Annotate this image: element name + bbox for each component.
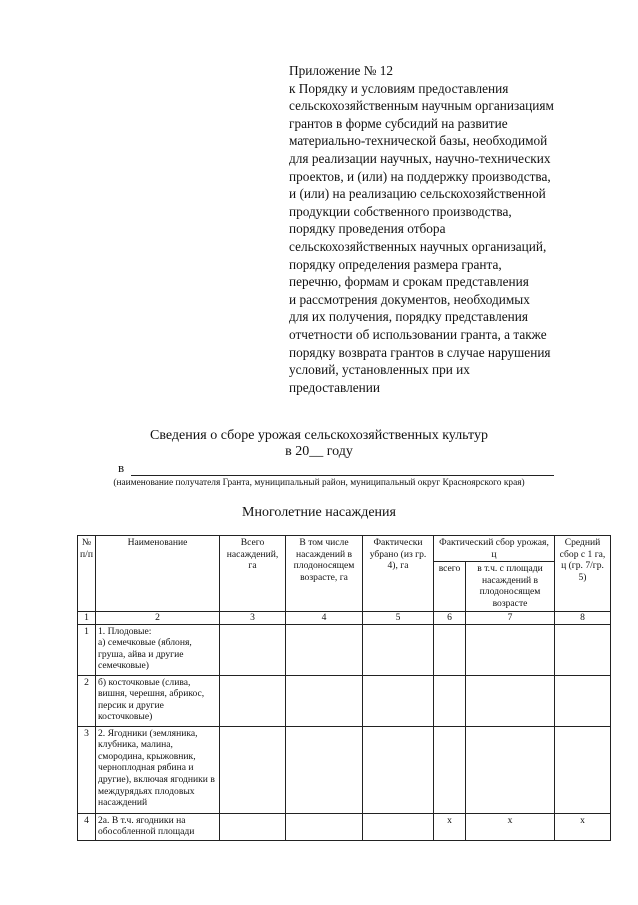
cell-harvested <box>363 813 434 840</box>
column-number: 6 <box>434 611 466 624</box>
appendix-line: проектов, и (или) на поддержку производства, <box>289 168 551 184</box>
appendix-line: материально-технической базы, необходимой <box>289 133 548 149</box>
appendix-line: перечню, формам и срокам представления <box>289 274 529 290</box>
row-name: 2. Ягодники (земляника, клубника, малина, смородина, крыжовник, черноплодная рябина и другие), включая ягодники в междурядьях плодовых насаждений <box>96 726 220 813</box>
table-row <box>78 675 611 726</box>
cell-avg-yield <box>555 624 611 675</box>
row-name: 2а. В т.ч. ягодники на обособленной площади <box>96 813 220 840</box>
appendix-line: порядку возврата грантов в случае нарушения <box>289 344 551 360</box>
header-total-area: Всего насаждений, га <box>220 536 286 612</box>
appendix-line: сельскохозяйственных научных организаций, <box>289 238 547 254</box>
cell-fruiting-area <box>286 624 363 675</box>
row-num: 1 <box>78 624 96 675</box>
column-number: 2 <box>96 611 220 624</box>
cell-harvested <box>363 624 434 675</box>
section-subtitle: Многолетние насаждения <box>242 505 396 520</box>
cell-actual-total <box>434 624 466 675</box>
appendix-line: для реализации научных, научно-технических <box>289 150 551 166</box>
header-fruiting-area: В том числе насаждений в плодоносящем возрасте, га <box>286 536 363 612</box>
header-name: Наименование <box>96 536 220 612</box>
appendix-line: отчетности об использовании гранта, а также <box>289 326 547 342</box>
table-row <box>78 624 611 675</box>
cell-actual-total <box>434 675 466 726</box>
cell-total-area <box>220 813 286 840</box>
cell-actual-fruiting <box>466 726 555 813</box>
recipient-blank-line <box>131 475 554 476</box>
cell-actual-total <box>434 726 466 813</box>
appendix-line: порядку проведения отбора <box>289 221 446 237</box>
cell-actual-total: х <box>434 813 466 840</box>
cell-harvested <box>363 675 434 726</box>
cell-total-area <box>220 624 286 675</box>
cell-actual-fruiting: х <box>466 813 555 840</box>
header-row-1 <box>78 536 611 562</box>
cell-actual-fruiting <box>466 624 555 675</box>
row-num: 3 <box>78 726 96 813</box>
appendix-line: продукции собственного производства, <box>289 203 512 219</box>
column-numbers-row <box>78 611 611 624</box>
appendix-line: и рассмотрения документов, необходимых <box>289 291 530 307</box>
appendix-line: сельскохозяйственным научным организациям <box>289 98 554 114</box>
appendix-line: предоставлении <box>289 379 381 395</box>
appendix-line: порядку определения размера гранта, <box>289 256 502 272</box>
cell-fruiting-area <box>286 726 363 813</box>
column-number: 4 <box>286 611 363 624</box>
cell-total-area <box>220 726 286 813</box>
table-row <box>78 726 611 813</box>
appendix-line: и (или) на реализацию сельскохозяйственной <box>289 186 546 202</box>
appendix-line: Приложение № 12 <box>289 63 393 78</box>
recipient-prefix: в <box>118 460 125 475</box>
cell-actual-fruiting <box>466 675 555 726</box>
cell-fruiting-area <box>286 813 363 840</box>
row-num: 2 <box>78 675 96 726</box>
column-number: 8 <box>555 611 611 624</box>
harvest-table <box>77 535 611 841</box>
column-number: 7 <box>466 611 555 624</box>
cell-fruiting-area <box>286 675 363 726</box>
appendix-block <box>289 62 619 396</box>
document-year: в 20__ году <box>285 444 353 459</box>
appendix-line: условий, установленных при их <box>289 362 470 378</box>
appendix-line: грантов в форме субсидий на развитие <box>289 115 508 131</box>
header-num: № п/п <box>78 536 96 612</box>
column-number: 1 <box>78 611 96 624</box>
table-row <box>78 813 611 840</box>
cell-avg-yield: х <box>555 813 611 840</box>
row-num: 4 <box>78 813 96 840</box>
header-actual-group: Фактический сбор урожая, ц <box>434 536 555 562</box>
header-actual-total: всего <box>434 562 466 611</box>
header-avg-yield: Средний сбор с 1 га, ц (гр. 7/гр. 5) <box>555 536 611 612</box>
column-number: 3 <box>220 611 286 624</box>
cell-total-area <box>220 675 286 726</box>
row-name: б) косточковые (слива, вишня, черешня, абрикос, персик и другие косточковые) <box>96 675 220 726</box>
row-name: 1. Плодовые: а) семечковые (яблоня, груша, айва и другие семечковые) <box>96 624 220 675</box>
column-number: 5 <box>363 611 434 624</box>
appendix-line: к Порядку и условиям предоставления <box>289 80 509 96</box>
cell-avg-yield <box>555 675 611 726</box>
cell-avg-yield <box>555 726 611 813</box>
cell-harvested <box>363 726 434 813</box>
recipient-caption: (наименование получателя Гранта, муниципальный район, муниципальный округ Красноярского края) <box>113 478 525 488</box>
document-title: Сведения о сборе урожая сельскохозяйственных культур <box>150 428 488 443</box>
header-actual-fruiting: в т.ч. с площади насаждений в плодоносящем возрасте <box>466 562 555 611</box>
header-harvested: Фактически убрано (из гр. 4), га <box>363 536 434 612</box>
appendix-line: для их получения, порядку представления <box>289 309 528 325</box>
